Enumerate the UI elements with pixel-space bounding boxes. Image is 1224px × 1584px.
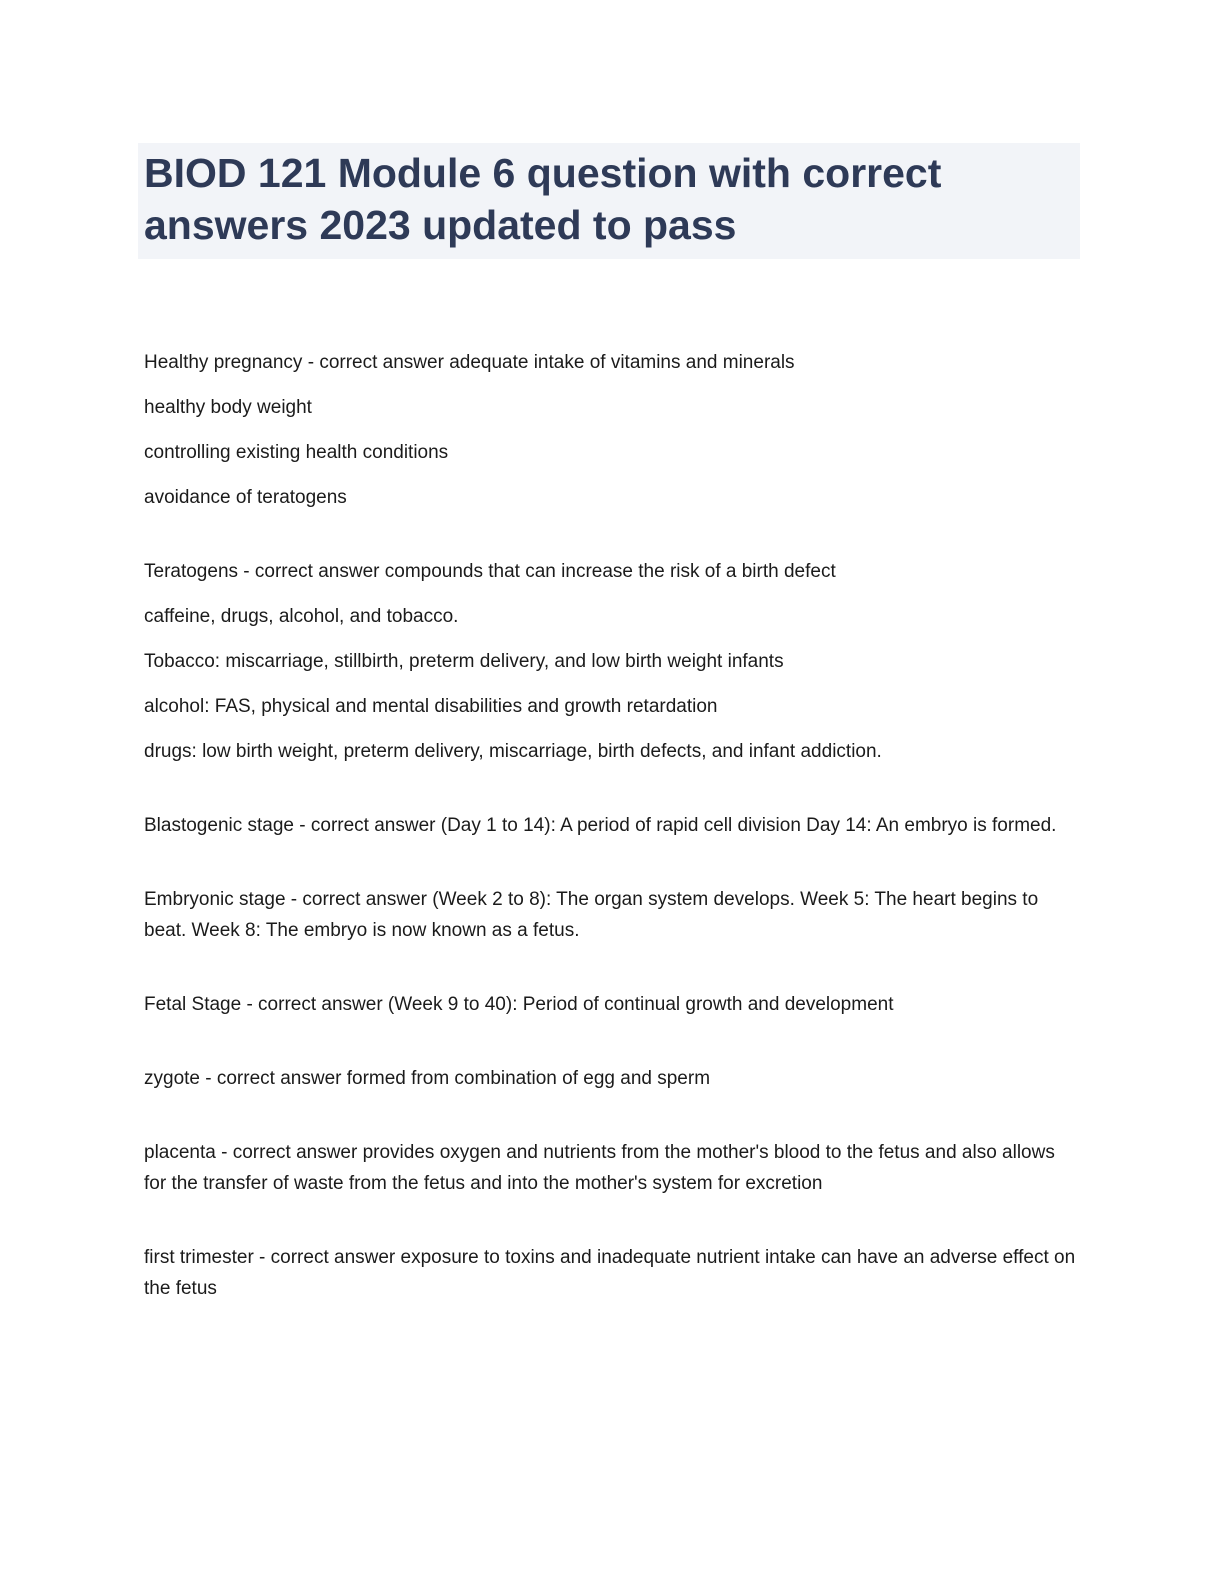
paragraph: Embryonic stage - correct answer (Week 2 to 8): The organ system develops. Week 5: The heart begins to beat. Week 8: The embryo is now known as a fetus. <box>144 889 1039 941</box>
paragraph: controlling existing health conditions <box>144 442 449 463</box>
qa-block <box>144 989 1080 1020</box>
page-title: BIOD 121 Module 6 question with correct answers 2023 updated to pass <box>138 143 1080 259</box>
paragraph: first trimester - correct answer exposure to toxins and inadequate nutrient intake can have an adverse effect on the fetus <box>144 1247 1076 1299</box>
paragraph: Healthy pregnancy - correct answer adequate intake of vitamins and minerals <box>144 352 795 373</box>
qa-block <box>144 810 1080 841</box>
paragraph: placenta - correct answer provides oxygen and nutrients from the mother's blood to the fetus and also allows for the transfer of waste from the fetus and into the mother's system for excretion <box>144 1142 1055 1194</box>
paragraph: Fetal Stage - correct answer (Week 9 to 40): Period of continual growth and development <box>144 994 894 1015</box>
paragraph: drugs: low birth weight, preterm delivery, miscarriage, birth defects, and infant addiction. <box>144 741 882 762</box>
qa-block <box>144 884 1080 946</box>
paragraph: zygote - correct answer formed from combination of egg and sperm <box>144 1068 711 1089</box>
paragraph: alcohol: FAS, physical and mental disabilities and growth retardation <box>144 696 718 717</box>
qa-block <box>144 1137 1080 1199</box>
document-body <box>144 347 1080 1304</box>
paragraph: caffeine, drugs, alcohol, and tobacco. <box>144 606 459 627</box>
paragraph: Blastogenic stage - correct answer (Day 1 to 14): A period of rapid cell division Day 14: An embryo is formed. <box>144 815 1057 836</box>
qa-block <box>144 1063 1080 1094</box>
qa-block <box>144 1242 1080 1304</box>
qa-block <box>144 347 1080 513</box>
paragraph: Teratogens - correct answer compounds that can increase the risk of a birth defect <box>144 561 836 582</box>
qa-block <box>144 556 1080 767</box>
paragraph: avoidance of teratogens <box>144 487 347 508</box>
paragraph: healthy body weight <box>144 397 312 418</box>
paragraph: Tobacco: miscarriage, stillbirth, preterm delivery, and low birth weight infants <box>144 651 784 672</box>
